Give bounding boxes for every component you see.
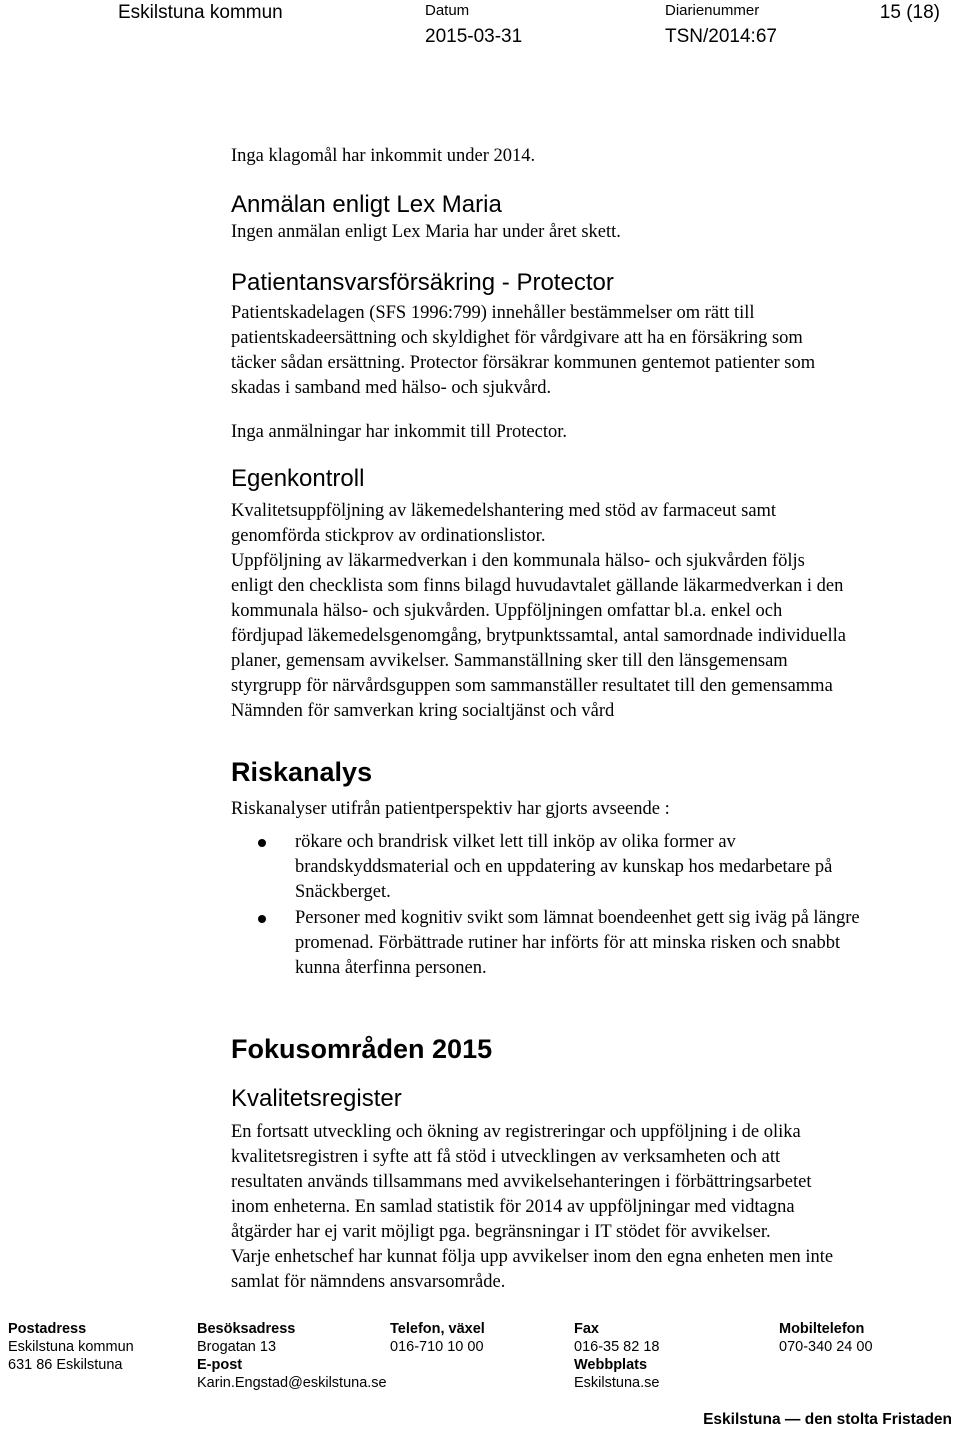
- patient-insurance-line-2: patientskadeersättning och skyldighet för vårdgivare att ha en försäkring som: [231, 328, 803, 348]
- intro-text: Inga klagomål har inkommit under 2014.: [231, 146, 536, 166]
- egenkontroll-line-1: Kvalitetsuppföljning av läkemedelshantering med stöd av farmaceut samt: [231, 501, 777, 521]
- document-body: [231, 144, 956, 1295]
- header-date-value: 2015-03-31: [425, 26, 523, 47]
- footer-besoksadress: [197, 1320, 387, 1392]
- footer-telefon: [390, 1320, 485, 1356]
- risk-item-1-line-1: rökare och brandrisk vilket lett till inköp av olika former av: [295, 832, 736, 852]
- egenkontroll-heading: Egenkontroll: [231, 465, 365, 492]
- patient-insurance-line-4: skadas i samband med hälso- och sjukvård.: [231, 378, 552, 398]
- egenkontroll-line-6: fördjupad läkemedelsgenomgång, brytpunktssamtal, antal samordnade individuella: [231, 626, 846, 646]
- egenkontroll-line-9: Nämnden för samverkan kring socialtjänst och vård: [231, 701, 615, 721]
- footer-postadress-line-2: 631 86 Eskilstuna: [8, 1357, 123, 1373]
- footer-besok-label: Besöksadress: [197, 1321, 296, 1337]
- risk-item-1-line-2: brandskyddsmaterial och en uppdatering av kunskap hos medarbetare på: [295, 857, 833, 877]
- risk-item-2-line-3: kunna återfinna personen.: [295, 958, 487, 978]
- footer-mobil-value: 070-340 24 00: [779, 1339, 873, 1355]
- footer-fax-value: 016-35 82 18: [574, 1339, 660, 1355]
- footer-mobil-label: Mobiltelefon: [779, 1321, 865, 1337]
- list-item: [231, 906, 956, 981]
- footer-webb-value[interactable]: Eskilstuna.se: [574, 1375, 660, 1391]
- footer-fax: [574, 1320, 659, 1392]
- kvalitetsregister-line-3: resultaten används tillsammans med avvikelsehanteringen i förbättringsarbetet: [231, 1172, 812, 1192]
- footer-epost-value[interactable]: Karin.Engstad@eskilstuna.se: [197, 1375, 387, 1391]
- risk-item-2-line-2: promenad. Förbättrade rutiner har införts för att minska risken och snabbt: [295, 933, 841, 953]
- kvalitetsregister-line-5: åtgärder har ej varit möjligt pga. begränsningar i IT stödet för avvikelser.: [231, 1222, 771, 1242]
- egenkontroll-line-2: genomförda stickprov av ordinationslistor.: [231, 526, 546, 546]
- egenkontroll-line-8: styrgrupp för närvårdsguppen som sammanställer resultatet till den gemensamma: [231, 676, 833, 696]
- header-diary-value: TSN/2014:67: [665, 26, 777, 47]
- egenkontroll-line-4: enligt den checklista som finns bilagd huvudavtalet gällande läkarmedverkan i den: [231, 576, 844, 596]
- header-date-label: Datum: [425, 2, 470, 19]
- risk-list: [231, 830, 956, 981]
- header-diary-label: Diarienummer: [665, 2, 760, 19]
- footer-telefon-value: 016-710 10 00: [390, 1339, 484, 1355]
- egenkontroll-line-5: kommunala hälso- och sjukvården. Uppföljningen omfattar bl.a. enkel och: [231, 601, 783, 621]
- patient-insurance-line-3: täcker sådan ersättning. Protector försäkrar kommunen gentemot patienter som: [231, 353, 816, 373]
- footer-telefon-label: Telefon, växel: [390, 1321, 485, 1337]
- egenkontroll-line-3: Uppföljning av läkarmedverkan i den kommunala hälso- och sjukvården följs: [231, 551, 805, 571]
- egenkontroll-line-7: planer, gemensam avvikelser. Sammanställning sker till den länsgemensam: [231, 651, 788, 671]
- footer-postadress: [8, 1320, 134, 1374]
- kvalitetsregister-line-6: Varje enhetschef har kunnat följa upp avvikelser inom den egna enheten men inte: [231, 1247, 834, 1267]
- risk-item-2-line-1: Personer med kognitiv svikt som lämnat boendeenhet gett sig iväg på längre: [295, 908, 860, 928]
- page-number: 15 (18): [879, 2, 940, 23]
- fokus-heading: Fokusområden 2015: [231, 1034, 493, 1064]
- footer-epost-label: E-post: [197, 1357, 243, 1373]
- kvalitetsregister-line-1: En fortsatt utveckling och ökning av registreringar och uppföljning i de olika: [231, 1122, 801, 1142]
- footer-postadress-label: Postadress: [8, 1321, 87, 1337]
- footer-fax-label: Fax: [574, 1321, 599, 1337]
- riskanalys-intro: Riskanalyser utifrån patientperspektiv har gjorts avseende :: [231, 799, 670, 819]
- footer-postadress-line-1: Eskilstuna kommun: [8, 1339, 134, 1355]
- footer-motto: Eskilstuna — den stolta Fristaden: [703, 1411, 952, 1428]
- footer-besok-value: Brogatan 13: [197, 1339, 277, 1355]
- lex-maria-heading: Anmälan enligt Lex Maria: [231, 191, 502, 218]
- patient-insurance-line-1: Patientskadelagen (SFS 1996:799) innehåller bestämmelser om rätt till: [231, 303, 755, 323]
- bullet-icon: [258, 839, 266, 847]
- risk-item-1-line-3: Snäckberget.: [295, 882, 391, 902]
- footer-webb-label: Webbplats: [574, 1357, 648, 1373]
- header-organization: Eskilstuna kommun: [118, 2, 283, 23]
- patient-insurance-heading: Patientansvarsförsäkring - Protector: [231, 269, 614, 296]
- bullet-icon: [258, 915, 266, 923]
- list-item: [231, 830, 956, 905]
- kvalitetsregister-line-7: samlat för nämndens ansvarsområde.: [231, 1272, 506, 1292]
- lex-maria-text: Ingen anmälan enligt Lex Maria har under året skett.: [231, 222, 621, 242]
- kvalitetsregister-heading: Kvalitetsregister: [231, 1085, 402, 1112]
- protector-none-text: Inga anmälningar har inkommit till Protector.: [231, 422, 568, 442]
- riskanalys-heading: Riskanalys: [231, 757, 373, 787]
- footer-mobil: [779, 1320, 873, 1356]
- kvalitetsregister-line-4: inom enheterna. En samlad statistik för 2014 av uppföljningar med vidtagna: [231, 1197, 795, 1217]
- kvalitetsregister-line-2: kvalitetsregistren i syfte att få stöd i utvecklingen av verksamheten och att: [231, 1147, 781, 1167]
